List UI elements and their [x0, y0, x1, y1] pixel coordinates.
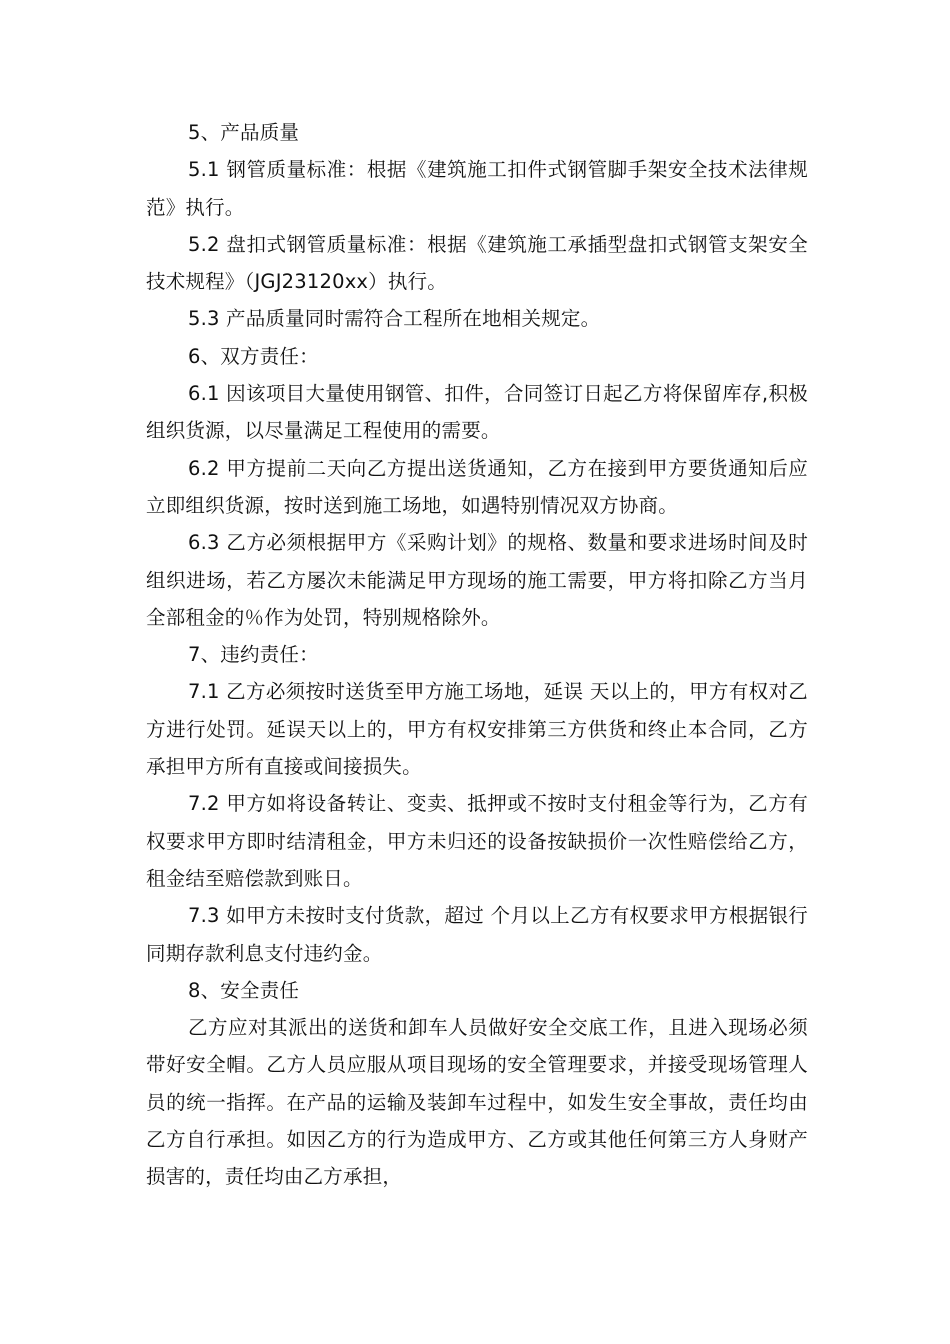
clause-7-3: 7.3 如甲方未按时支付货款，超过 个月以上乙方有权要求甲方根据银行同期存款利息支付违约金。: [146, 904, 808, 965]
clause-6-2: 6.2 甲方提前二天向乙方提出送货通知，乙方在接到甲方要货通知后应立即组织货源，按时送到施工场地，如遇特别情况双方协商。: [146, 456, 808, 517]
document-body: [146, 114, 808, 1196]
clause-5-2: 5.2 盘扣式钢管质量标准：根据《建筑施工承插型盘扣式钢管支架安全技术规程》（JGJ23120xx）执行。: [146, 232, 808, 294]
clause-5-1: 5.1 钢管质量标准：根据《建筑施工扣件式钢管脚手架安全技术法律规范》执行。: [146, 158, 808, 219]
safety-responsibility-text: 乙方应对其派出的送货和卸车人员做好安全交底工作，且进入现场必须带好安全帽。乙方人员应服从项目现场的安全管理要求，并接受现场管理人员的统一指挥。在产品的运输及装卸车过程中，如发生安全事故，责任均由乙方自行承担。如因乙方的行为造成甲方、乙方或其他任何第三方人身财产损害的，责任均由乙方承担，: [146, 1016, 808, 1189]
section-heading-safety-responsibility: 8、安全责任: [188, 978, 300, 1002]
section-heading-product-quality: 5、产品质量: [188, 121, 300, 144]
clause-6-3: 6.3 乙方必须根据甲方《采购计划》的规格、数量和要求进场时间及时组织进场，若乙方屡次未能满足甲方现场的施工需要，甲方将扣除乙方当月全部租金的％作为处罚，特别规格除外。: [146, 531, 808, 629]
clause-6-1: 6.1 因该项目大量使用钢管、扣件，合同签订日起乙方将保留库存,积极组织货源，以尽量满足工程使用的需要。: [146, 382, 808, 443]
clause-5-3: 5.3 产品质量同时需符合工程所在地相关规定。: [188, 307, 601, 331]
section-heading-mutual-responsibilities: 6、双方责任：: [188, 344, 319, 368]
section-heading-breach-liability: 7、违约责任：: [188, 643, 319, 667]
clause-7-2: 7.2 甲方如将设备转让、变卖、抵押或不按时支付租金等行为，乙方有权要求甲方即时结清租金，甲方未归还的设备按缺损价一次性赔偿给乙方，租金结至赔偿款到账日。: [146, 792, 808, 890]
clause-7-1: 7.1 乙方必须按时送货至甲方施工场地，延误 天以上的，甲方有权对乙方进行处罚。延误天以上的，甲方有权安排第三方供货和终止本合同，乙方承担甲方所有直接或间接损失。: [146, 680, 808, 779]
